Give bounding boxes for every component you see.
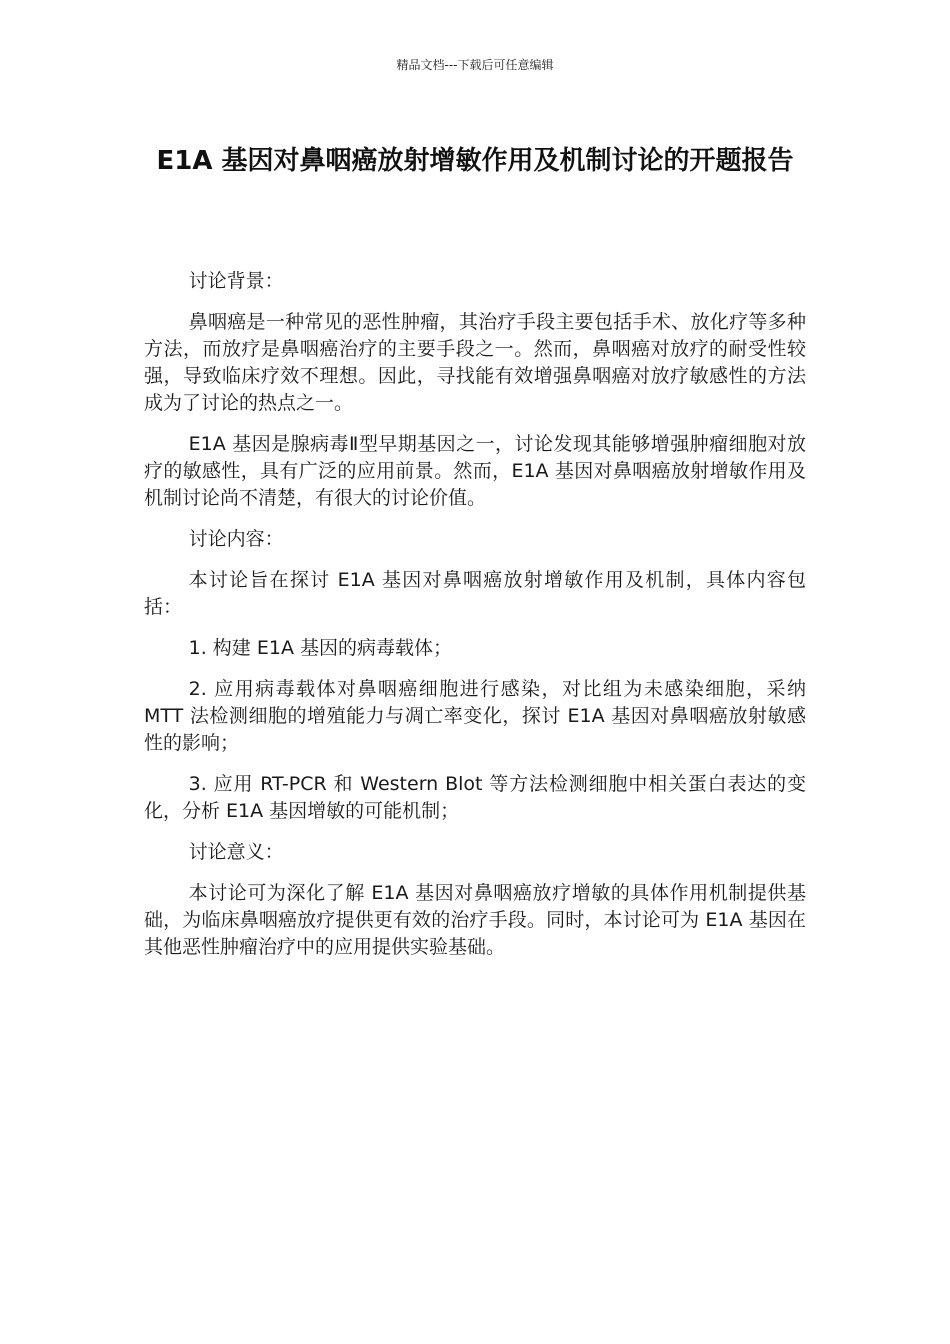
content-list-item-1: 1. 构建 E1A 基因的病毒载体； [188,637,452,659]
header-note: 精品文档---下载后可任意编辑 [396,58,554,72]
section-heading-content: 讨论内容： [188,528,284,550]
background-paragraph-1: 鼻咽癌是一种常见的恶性肿瘤，其治疗手段主要包括手术、放化疗等多种方法，而放疗是鼻咽癌治疗的主要手段之一。然而，鼻咽癌对放疗的耐受性较强，导致临床疗效不理想。因此，寻找能有效增强鼻咽癌对放疗敏感性的方法成为了讨论的热点之一。 [144,311,806,414]
content-intro-paragraph: 本讨论旨在探讨 E1A 基因对鼻咽癌放射增敏作用及机制，具体内容包括： [144,569,806,618]
document-body [144,268,806,975]
content-list-item-2: 2. 应用病毒载体对鼻咽癌细胞进行感染，对比组为未感染细胞，采纳 MTT 法检测细胞的增殖能力与凋亡率变化，探讨 E1A 基因对鼻咽癌放射敏感性的影响； [144,678,806,754]
section-heading-significance: 讨论意义： [188,841,284,863]
background-paragraph-2: E1A 基因是腺病毒Ⅱ型早期基因之一，讨论发现其能够增强肿瘤细胞对放疗的敏感性，具有广泛的应用前景。然而，E1A 基因对鼻咽癌放射增敏作用及机制讨论尚不清楚，有很大的讨论价值。 [144,433,806,509]
content-list-item-3: 3. 应用 RT-PCR 和 Western Blot 等方法检测细胞中相关蛋白表达的变化，分析 E1A 基因增敏的可能机制； [144,773,806,822]
section-heading-background: 讨论背景： [188,270,284,292]
document-title: E1A 基因对鼻咽癌放射增敏作用及机制讨论的开题报告 [156,146,794,176]
significance-paragraph: 本讨论可为深化了解 E1A 基因对鼻咽癌放疗增敏的具体作用机制提供基础，为临床鼻咽癌放疗提供更有效的治疗手段。同时，本讨论可为 E1A 基因在其他恶性肿瘤治疗中的应用提供实验基础。 [144,882,806,958]
